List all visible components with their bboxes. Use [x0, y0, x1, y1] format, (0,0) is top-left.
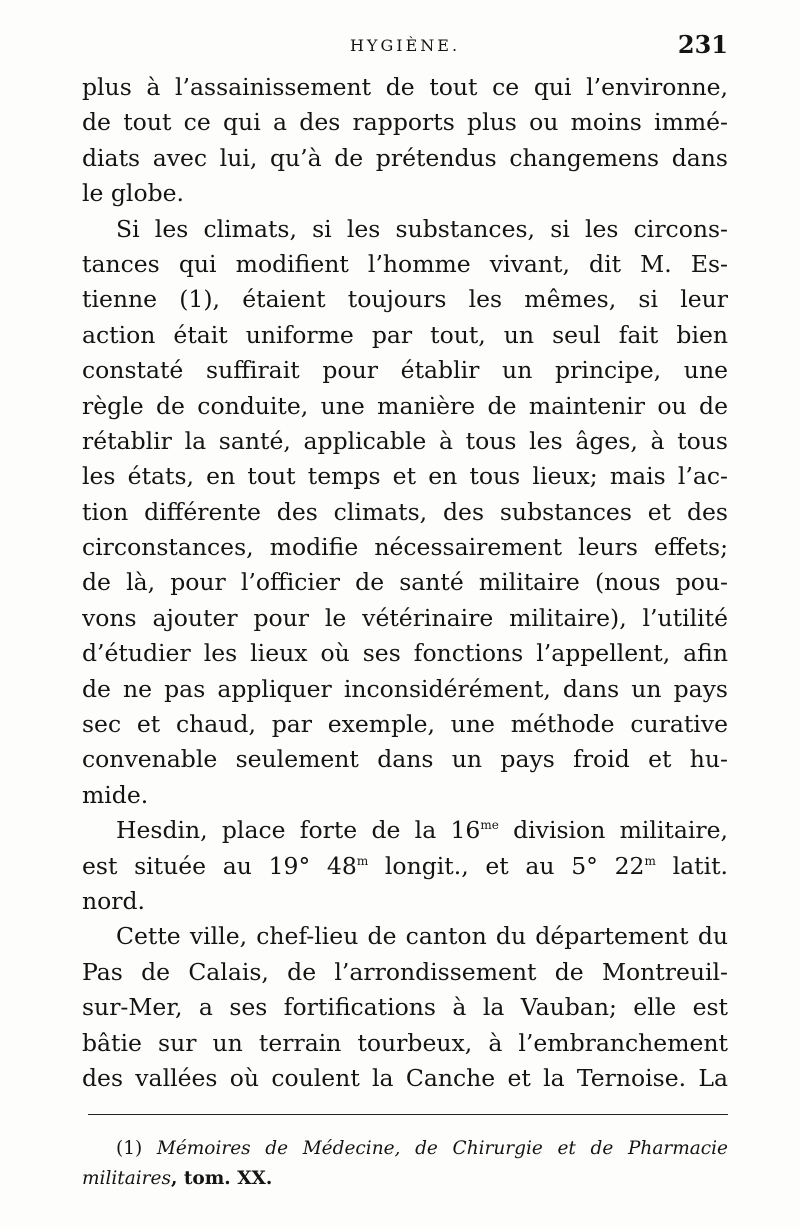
- footnote-title-cont: militaires: [82, 1168, 171, 1189]
- text-line: rétablir la santé, applicable à tous les âges, à tous: [82, 426, 728, 455]
- superscript: m: [356, 853, 369, 868]
- text-fragment: est située au 19° 48: [82, 851, 357, 880]
- text-line: constaté suffirait pour établir un principe, une: [82, 356, 728, 385]
- text-line: de ne pas appliquer inconsidérément, dans un pays: [82, 674, 728, 703]
- footnote: [82, 1134, 728, 1194]
- superscript: m: [644, 853, 656, 868]
- text-line: le globe.: [82, 179, 185, 208]
- text-fragment: latit.: [655, 851, 728, 880]
- running-head: [82, 30, 728, 64]
- text-line: d’étudier les lieux où ses fonctions l’appellent, afin: [82, 639, 728, 668]
- text-line: vons ajouter pour le vétérinaire militaire), l’utilité: [82, 603, 728, 632]
- footnote-title: Mémoires de Médecine, de Chirurgie et de Pharmacie: [156, 1138, 728, 1159]
- footnote-marker: (1): [116, 1138, 143, 1159]
- text-line: Pas de Calais, de l’arrondissement de Montreuil-: [82, 957, 728, 986]
- text-line: les états, en tout temps et en tous lieux; mais l’ac-: [82, 462, 728, 491]
- text-line: plus à l’assainissement de tout ce qui l’environne,: [82, 73, 728, 101]
- text-fragment: longit., et au 5° 22: [368, 851, 645, 880]
- running-head-title: HYGIÈNE.: [349, 36, 461, 55]
- body-text: [82, 70, 728, 1096]
- text-line: diats avec lui, qu’à de prétendus changemens dans: [82, 143, 728, 172]
- text-line: des vallées où coulent la Canche et la Ternoise. La: [82, 1063, 728, 1092]
- text-line: sec et chaud, par exemple, une méthode curative: [82, 710, 728, 739]
- text-fragment: division militaire,: [498, 816, 728, 845]
- text-line: Si les climats, si les substances, si les circons-: [116, 214, 728, 243]
- footnote-volume: , tom. XX.: [170, 1168, 273, 1189]
- text-line: circonstances, modifie nécessairement leurs effets;: [82, 533, 728, 562]
- text-line: tienne (1), étaient toujours les mêmes, si leur: [82, 285, 728, 314]
- text-line: convenable seulement dans un pays froid et hu-: [82, 745, 728, 774]
- text-line: mide.: [82, 780, 149, 809]
- text-line: [82, 849, 728, 884]
- footnote-line: [82, 1134, 728, 1164]
- text-line: action était uniforme par tout, un seul fait bien: [82, 320, 728, 349]
- text-line: nord.: [82, 886, 146, 915]
- text-line: tances qui modifient l’homme vivant, dit M. Es-: [82, 249, 728, 278]
- text-line: de là, pour l’officier de santé militaire (nous pou-: [82, 568, 728, 597]
- superscript: me: [480, 818, 499, 833]
- footnote-line: [82, 1164, 728, 1194]
- text-line: de tout ce qui a des rapports plus ou moins immé-: [82, 108, 728, 137]
- footnote-rule: [88, 1114, 728, 1115]
- text-line: sur-Mer, a ses fortifications à la Vauban; elle est: [82, 993, 728, 1022]
- page-number: 231: [677, 30, 728, 59]
- text-line: Cette ville, chef-lieu de canton du département du: [116, 922, 728, 951]
- text-line: règle de conduite, une manière de maintenir ou de: [82, 391, 728, 420]
- text-line: bâtie sur un terrain tourbeux, à l’embranchement: [82, 1028, 728, 1057]
- text-fragment: Hesdin, place forte de la 16: [116, 816, 481, 845]
- text-line: tion différente des climats, des substances et des: [82, 497, 728, 526]
- text-line: [82, 813, 728, 848]
